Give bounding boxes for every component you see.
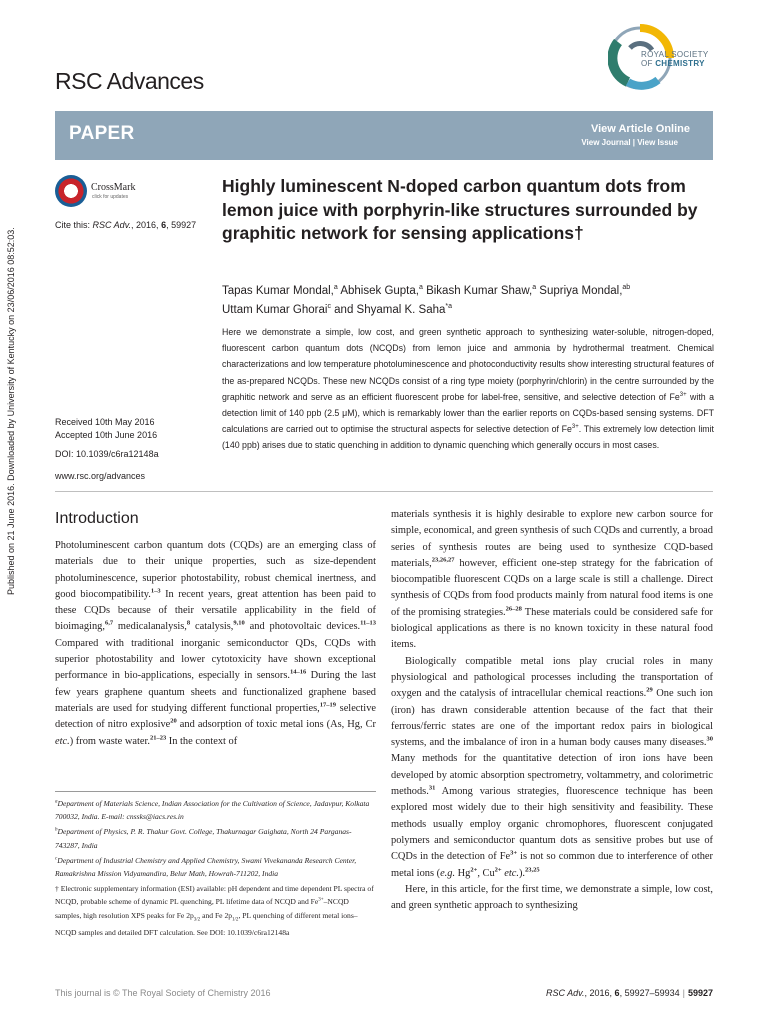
footer-citation: RSC Adv., 2016, 6, 59927–59934 | 59927 — [546, 988, 713, 998]
body-column-left — [55, 538, 376, 750]
abstract: Here we demonstrate a simple, low cost, and green synthetic approach to synthesizing water-soluble, nitrogen-doped, fluorescent carbon quantum dots (NCQDs) from lemon juice and ammonia by hydrothermal treatment. Chemical characterizations and low temperature photoluminescence and photoconductivity results show interesting structural features of the as-prepared NCQDs. These new NCQDs consist of a ring type moiety (porphyrin/chlorin) in the centre surrounded by the graphitic network and serve as an efficient fluorescent probe for label-free, sensitive, and selective detection of $Fe^{3+}$ with a detection limit of 140 ppb (2.5 μM), which is remarkably lower than the earlier reports on CQDs-based sensing systems. DFT calculations are carried out to optimise the structural aspects for selective detection of $Fe^{3+}$. This extremely low detection limit (140 ppb) arises due to static quenching in addition to dynamic quenching which generally occurs in most cases. — [222, 327, 714, 451]
footnotes — [55, 797, 376, 940]
journal-website-link[interactable]: www.rsc.org/advances — [55, 471, 146, 481]
footnote-esi: † Electronic supplementary information (ESI) available: pH dependent and time dependent PL spectra of NCQD, probable scheme of dynamic PL quenching, PL lifetime data of NCQD and $Fe^{3+}$–NCQD samples, high resolution XPS peaks for Fe $2p_{3/2}$ and Fe $2p_{1/2}$, PL quenching of different metal ions–NCQD samples and detailed DFT calculation. See DOI: 10.1039/c6ra12148a — [55, 884, 374, 938]
crossmark-badge[interactable] — [55, 175, 145, 215]
header-divider — [55, 491, 713, 492]
paper-banner — [55, 111, 713, 160]
article-title: Highly luminescent N-doped carbon quantum dots from lemon juice with porphyrin-like structures surrounded by graphitic network for sensing applications† — [222, 176, 698, 243]
footer-copyright: This journal is © The Royal Society of Chemistry 2016 — [55, 988, 271, 998]
paragraph: Photoluminescent carbon quantum dots (CQDs) are an emerging class of materials due to their unique properties, such as size-dependent photoluminescence, superior photostability, robust chemical inertness, and good biocompatibility.$^{1-3}$ In recent years, great attention has been paid to these CQDs because of their versatile applicability in the field of bioimaging,$^{6,7}$ medicalanalysis,$^8$ catalysis,$^{9,10}$ and photovoltaic devices.$^{11-13}$ Compared with traditional inorganic semiconductor QDs, CQDs with superior photostability and lower cytotoxicity have shown exceptional performance in bio-applications, especially in sensors.$^{14-16}$ During the last few years graphene quantum sheets and functionalized graphene based materials are used for studying different functional properties,$^{17-19}$ selective detection of nitro explosive$^{20}$ and adsorption of toxic metal ions (As, Hg, Cr etc.) from waste water.$^{21-23}$ In the context of — [55, 540, 376, 747]
paragraph: Biologically compatible metal ions play crucial roles in many physiological and pathological processes including the transportation of oxygen and the catalysis of intracellular chemical reactions.$^{29}$ One such ion (iron) has drawn considerable attention because of the fact that their ferrous/ferric states are one of the important redox pairs in biological systems, and the imbalance of iron in a human body causes many diseases.$^{30}$ Many methods for the quantitative detection of iron ions have been developed by atomic absorption spectrometry, voltammetry, and colorimetric methods.$^{31}$ Among various strategies, fluorescence technique has been explored most widely due to their high sensitivity and feasibility. These methods usually employ organic chromophores, fluorescent conjugated polymers and semiconductor quantum dots as sensitive probes but use of CQDs in the detection of $Fe^{3+}$ is not so common due to interference of other metal ions (e.g. $Hg^{2+}$, $Cu^{2+}$ etc.).$^{23,25}$ — [391, 655, 714, 879]
footnote-affiliation-b: $^b$Department of Physics, P. R. Thakur Govt. College, Thakurnagar Gaighata, North 24 Parganas-743287, India — [55, 827, 352, 850]
doi[interactable]: DOI: 10.1039/c6ra12148a — [55, 449, 159, 459]
journal-title[interactable]: RSC Advances — [55, 68, 204, 94]
author-list: Tapas Kumar Mondal,$^a$ Abhisek Gupta,$^a$ Bikash Kumar Shaw,$^a$ Supriya Mondal,$^{ab}$ Uttam Kumar Ghorai$^c$ and Shyamal K. Saha$^{*a}$ — [222, 284, 631, 316]
paragraph: Here, in this article, for the first time, we demonstrate a simple, low cost, and green synthetic approach to synthesizing — [391, 883, 713, 912]
page-number: 59927 — [687, 988, 713, 998]
crossmark-title: CrossMark — [91, 182, 136, 193]
footnote-affiliation-a: $^a$Department of Materials Science, Indian Association for the Cultivation of Science, Jadavpur, Kolkata 700032, India. E-mail: cnssks@iacs.res.in — [55, 799, 370, 822]
rsc-logo[interactable] — [608, 20, 723, 112]
paragraph: materials synthesis it is highly desirable to explore new carbon source for simple, economical, and green synthesis of such CQDs and currently, a broad series of synthesis routes are being used to synthesize CQD-based materials,$^{23,26,27}$ however, efficient one-step strategy for the fabrication of biocompatible fluorescent CQDs on a large scale is still a challenge. Direct synthesis of CQDs from food products mainly from natural food items is one of the promising strategies.$^{26-28}$ These materials could be considered safe for biological applications as there is no known toxicity in these natural food items. — [391, 509, 713, 651]
publication-side-note: Published on 21 June 2016. Downloaded by University of Kentucky on 23/06/2016 08:52:03. — [6, 227, 16, 595]
body-column-right — [391, 507, 713, 914]
view-journal-issue-links[interactable]: View Journal | View Issue — [581, 138, 678, 147]
citation-line: Cite this: RSC Adv., 2016, 6, 59927 — [55, 220, 197, 230]
received-dates: Received 10th May 2016 Accepted 10th June 2016 — [55, 417, 158, 440]
rsc-logo-text: ROYAL SOCIETY OF CHEMISTRY — [641, 50, 709, 68]
crossmark-subtitle: click for updates — [92, 194, 129, 200]
footnote-divider — [55, 791, 376, 792]
footnote-affiliation-c: $^c$Department of Industrial Chemistry and Applied Chemistry, Swami Vivekananda Research Center, Ramakrishna Mission Vidyamandira, Belur Math, Howrah-711202, India — [55, 855, 357, 879]
crossmark-icon — [55, 175, 87, 207]
section-heading-introduction: Introduction — [55, 510, 139, 527]
article-type-label: PAPER — [69, 123, 135, 144]
view-article-online-link[interactable]: View Article Online — [590, 123, 690, 135]
